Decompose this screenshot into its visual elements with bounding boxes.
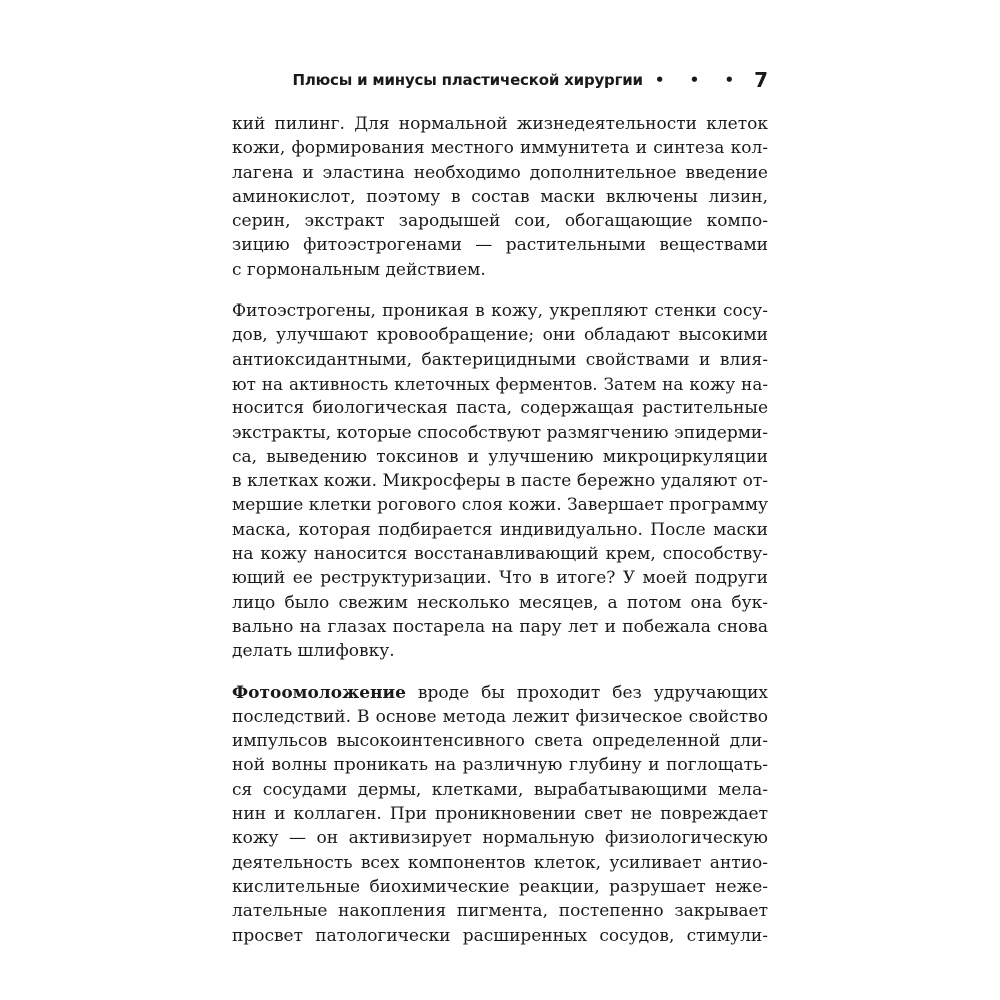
text-line: последствий. В основе метода лежит физическое свойство bbox=[232, 706, 768, 727]
text-line: на кожу наносится восстанавливающий крем, способству- bbox=[232, 544, 768, 565]
text-line: са, выведению токсинов и улучшению микроциркуляции bbox=[232, 446, 768, 467]
text-line: кислительные биохимические реакции, разрушает неже- bbox=[232, 876, 768, 897]
text-line: ной волны проникать на различную глубину и поглощать- bbox=[232, 755, 768, 776]
text-line: экстракты, которые способствуют размягчению эпидерми- bbox=[232, 422, 768, 443]
text-line: в клетках кожи. Микросферы в пасте бережно удаляют от- bbox=[232, 471, 768, 492]
text-line: с гормональным действием. bbox=[232, 259, 486, 280]
text-line: ся сосудами дермы, клетками, вырабатывающими мела- bbox=[232, 779, 768, 800]
text-line: серин, экстракт зародышей сои, обогащающие компо- bbox=[232, 211, 768, 232]
text-line: ют на активность клеточных ферментов. Затем на кожу на- bbox=[232, 373, 768, 394]
text-line: импульсов высокоинтенсивного света определенной дли- bbox=[232, 731, 768, 752]
text-line: дов, улучшают кровообращение; они обладают высокими bbox=[232, 325, 768, 346]
text-line: просвет патологически расширенных сосудов, стимули- bbox=[232, 925, 768, 946]
text-line: кий пилинг. Для нормальной жизнедеятельности клеток bbox=[232, 114, 768, 134]
paragraph-2 bbox=[232, 299, 768, 663]
text-line: деятельность всех компонентов клеток, усиливает антио- bbox=[232, 852, 768, 873]
page-number: 7 bbox=[754, 68, 768, 92]
text-line: носится биологическая паста, содержащая растительные bbox=[232, 398, 768, 419]
ornament-dots: • • • bbox=[654, 71, 745, 89]
paragraph-1 bbox=[232, 112, 768, 282]
bold-term: Фотоомоложение bbox=[232, 682, 406, 703]
text-line: маска, которая подбирается индивидуально. После маски bbox=[232, 519, 768, 540]
text-line: аминокислот, поэтому в состав маски включены лизин, bbox=[232, 186, 768, 207]
text-line: делать шлифовку. bbox=[232, 641, 395, 662]
text-line: кожи, формирования местного иммунитета и синтеза кол- bbox=[232, 138, 768, 159]
text-line: антиоксидантными, бактерицидными свойствами и влия- bbox=[232, 349, 768, 370]
running-head bbox=[232, 66, 768, 94]
text-line: ющий ее реструктуризации. Что в итоге? У моей подруги bbox=[232, 568, 768, 589]
text-line: нин и коллаген. При проникновении свет не повреждает bbox=[232, 804, 768, 825]
body-text bbox=[232, 112, 768, 965]
text-fragment: вроде бы проходит без удручающих bbox=[405, 682, 768, 703]
running-title: Плюсы и минусы пластической хирургии bbox=[292, 71, 643, 89]
text-line: лагена и эластина необходимо дополнительное введение bbox=[232, 162, 768, 183]
text-line: вально на глазах постарела на пару лет и побежала снова bbox=[232, 616, 768, 637]
text-line: лицо было свежим несколько месяцев, а потом она бук- bbox=[232, 592, 768, 613]
text-line: кожу — он активизирует нормальную физиологическую bbox=[232, 828, 768, 849]
text-line bbox=[232, 681, 768, 705]
text-line: лательные накопления пигмента, постепенно закрывает bbox=[232, 901, 768, 922]
text-line: мершие клетки рогового слоя кожи. Завершает программу bbox=[232, 495, 768, 516]
paragraph-3 bbox=[232, 681, 768, 948]
text-line: зицию фитоэстрогенами — растительными веществами bbox=[232, 235, 768, 256]
text-line: Фитоэстрогены, проникая в кожу, укрепляют стенки сосу- bbox=[232, 301, 768, 322]
